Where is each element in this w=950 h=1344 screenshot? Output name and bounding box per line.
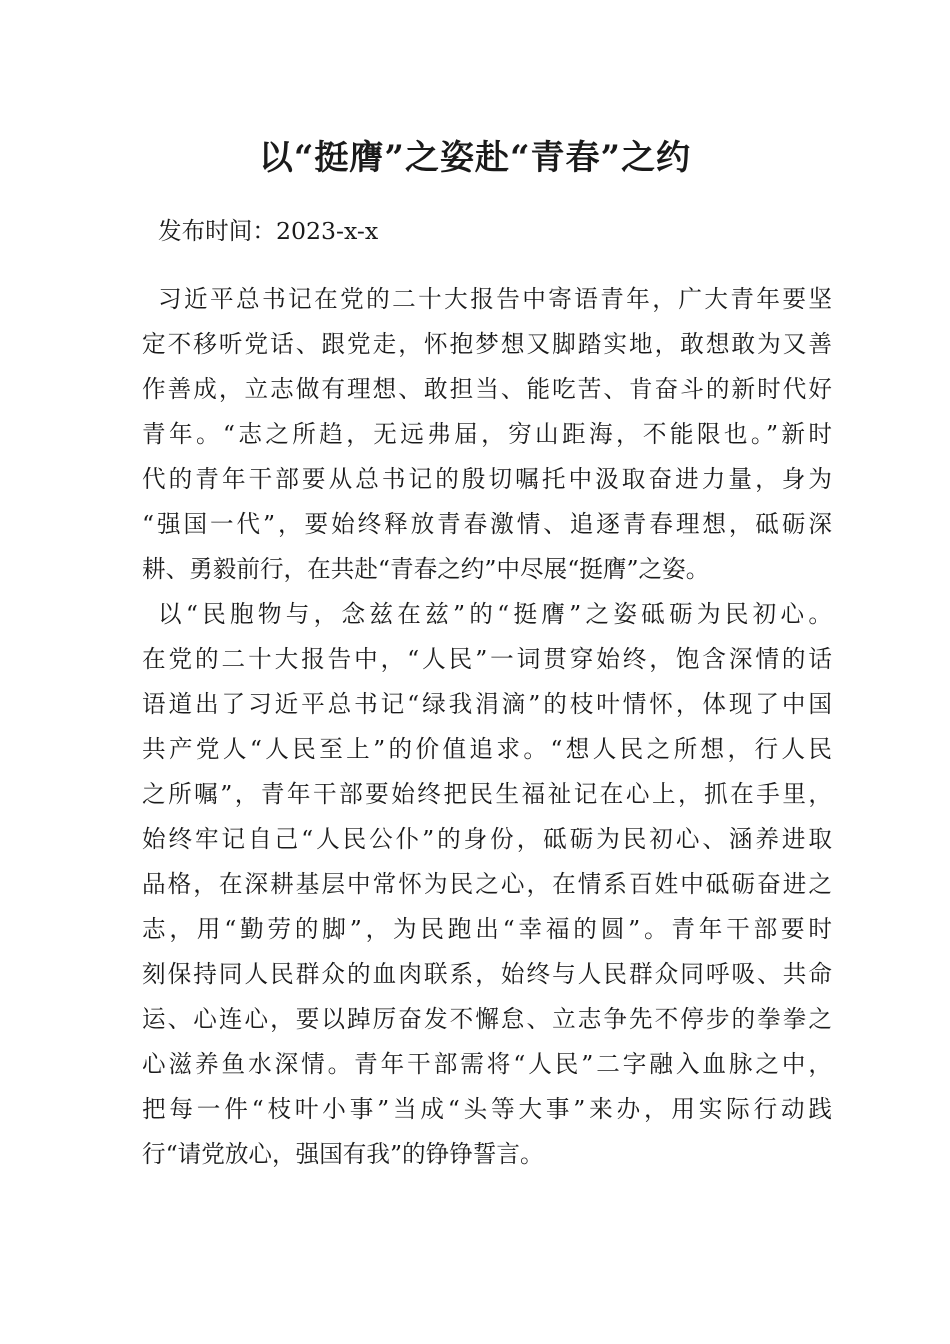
paragraph-1-line: “强国一代”，要始终释放青春激情、追逐青春理想，砥砺深 xyxy=(142,510,832,538)
paragraph-2-line: 以“民胞物与，念兹在兹”的“挺膺”之姿砥砺为民初心。 xyxy=(158,600,832,628)
paragraph-2-line: 品格，在深耕基层中常怀为民之心，在情系百姓中砥砺奋进之 xyxy=(142,870,832,898)
paragraph-2-line: 志，用“勤劳的脚”，为民跑出“幸福的圆”。青年干部要时 xyxy=(142,915,832,943)
publish-date: 发布时间：2023-x-x xyxy=(158,217,379,245)
paragraph-2-line: 行“请党放心，强国有我”的铮铮誓言。 xyxy=(142,1140,544,1168)
paragraph-2-line: 运、心连心，要以踔厉奋发不懈怠、立志争先不停步的拳拳之 xyxy=(142,1005,832,1033)
paragraph-2-line: 把每一件“枝叶小事”当成“头等大事”来办，用实际行动践 xyxy=(142,1095,832,1123)
paragraph-1-line: 耕、勇毅前行，在共赴“青春之约”中尽展“挺膺”之姿。 xyxy=(142,555,710,583)
paragraph-2-line: 共产党人“人民至上”的价值追求。“想人民之所想，行人民 xyxy=(142,735,832,763)
paragraph-2-line: 心滋养鱼水深情。青年干部需将“人民”二字融入血脉之中， xyxy=(142,1050,832,1078)
paragraph-2-line: 之所嘱”，青年干部要始终把民生福祉记在心上，抓在手里， xyxy=(142,780,832,808)
paragraph-2-line: 语道出了习近平总书记“绿我涓滴”的枝叶情怀，体现了中国 xyxy=(142,690,832,718)
paragraph-1-line: 习近平总书记在党的二十大报告中寄语青年，广大青年要坚 xyxy=(158,285,832,313)
paragraph-2-line: 始终牢记自己“人民公仆”的身份，砥砺为民初心、涵养进取 xyxy=(142,825,832,853)
paragraph-1-line: 作善成，立志做有理想、敢担当、能吃苦、肯奋斗的新时代好 xyxy=(142,375,832,403)
document-title: 以“挺膺”之姿赴“青春”之约 xyxy=(258,138,692,178)
paragraph-2-line: 在党的二十大报告中，“人民”一词贯穿始终，饱含深情的话 xyxy=(142,645,832,673)
paragraph-2-line: 刻保持同人民群众的血肉联系，始终与人民群众同呼吸、共命 xyxy=(142,960,832,988)
paragraph-1-line: 代的青年干部要从总书记的殷切嘱托中汲取奋进力量，身为 xyxy=(142,465,832,493)
paragraph-1-line: 青年。“志之所趋，无远弗届，穷山距海，不能限也。”新时 xyxy=(142,420,832,448)
paragraph-1-line: 定不移听党话、跟党走，怀抱梦想又脚踏实地，敢想敢为又善 xyxy=(142,330,832,358)
